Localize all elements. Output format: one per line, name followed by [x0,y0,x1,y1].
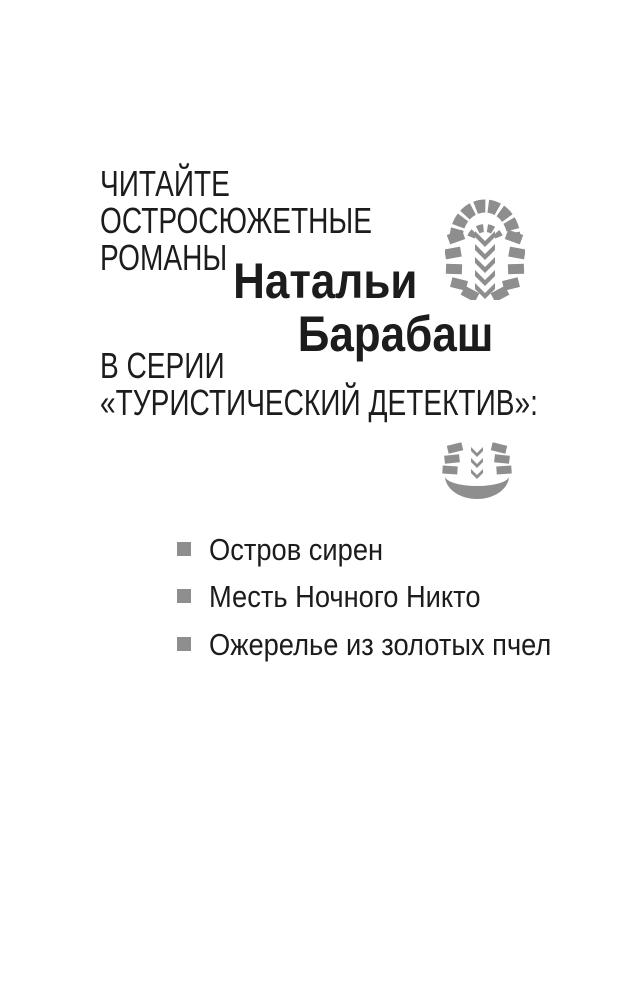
author-last-name: Барабаш [297,306,493,362]
series-heading [100,347,538,421]
book-list-item [177,629,598,660]
boot-heel-print-icon [442,441,512,501]
promo-heading-line-2: ОСТРОСЮЖЕТНЫЕ [100,200,373,241]
book-list-item [177,581,518,612]
series-line-1: В СЕРИИ [100,345,225,386]
author-first-name: Натальи [232,253,417,309]
square-bullet-icon [177,637,191,651]
book-list-item [177,534,407,565]
square-bullet-icon [177,542,191,556]
square-bullet-icon [177,589,191,603]
boot-sole-print-icon [445,197,525,300]
book-title: Ожерелье из золотых пчел [209,627,552,662]
series-line-2: «ТУРИСТИЧЕСКИЙ ДЕТЕКТИВ»: [100,382,538,423]
promo-heading-line-3: РОМАНЫ [100,237,228,278]
book-title: Остров сирен [209,532,384,567]
book-title: Месть Ночного Никто [209,579,481,614]
promo-heading-line-1: ЧИТАЙТЕ [100,163,230,204]
